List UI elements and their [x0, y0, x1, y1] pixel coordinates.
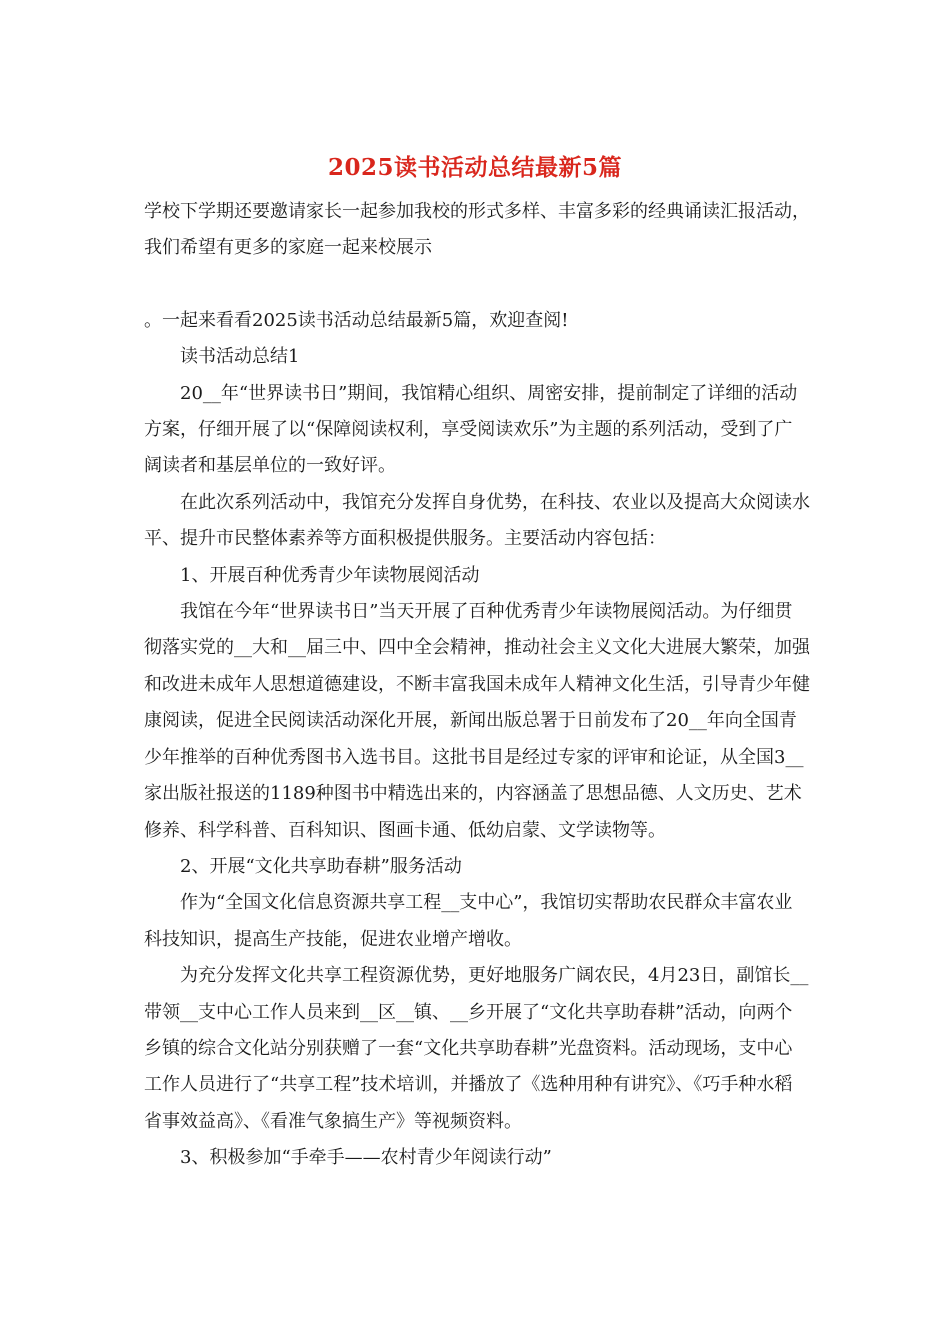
paragraph-spacer: [144, 267, 810, 303]
subsection-heading: 2、开展“文化共享助春耕”服务活动: [180, 855, 462, 877]
document-body: [144, 194, 810, 1177]
subsection-heading: 1、开展百种优秀青少年读物展阅活动: [180, 564, 480, 586]
body-paragraph: 我馆在今年“世界读书日”当天开展了百种优秀青少年读物展阅活动。为仔细贯彻落实党的__大和__届三中、四中全会精神，推动社会主义文化大进展大繁荣，加强和改进未成年人思想道德建设，不断丰富我国未成年人精神文化生活，引导青少年健康阅读，促进全民阅读活动深化开展，新闻出版总署于日前发布了20__年向全国青少年推举的百种优秀图书入选书目。这批书目是经过专家的评审和论证，从全国3__家出版社报送的1189种图书中精选出来的，内容涵盖了思想品德、人文历史、艺术修养、科学科普、百科知识、图画卡通、低幼启蒙、文学读物等。: [144, 601, 810, 841]
intro-paragraph: 学校下学期还要邀请家长一起参加我校的形式多样、丰富多彩的经典诵读汇报活动，我们希望有更多的家庭一起来校展示: [144, 201, 810, 259]
subsection-heading: 3、积极参加“手牵手——农村青少年阅读行动”: [180, 1147, 552, 1169]
intro-continuation: 。一起来看看2025读书活动总结最新5篇，欢迎查阅!: [144, 309, 569, 331]
body-paragraph: 在此次系列活动中，我馆充分发挥自身优势，在科技、农业以及提高大众阅读水平、提升市民整体素养等方面积极提供服务。主要活动内容包括：: [144, 491, 810, 550]
section-title: 读书活动总结1: [180, 346, 300, 368]
document-title: 2025读书活动总结最新5篇: [327, 154, 623, 181]
body-paragraph: 20__年“世界读书日”期间，我馆精心组织、周密安排，提前制定了详细的活动方案，仔细开展了以“保障阅读权利，享受阅读欢乐”为主题的系列活动，受到了广阔读者和基层单位的一致好评。: [144, 382, 798, 477]
body-paragraph: 为充分发挥文化共享工程资源优势，更好地服务广阔农民，4月23日，副馆长__带领__支中心工作人员来到__区__镇、__乡开展了“文化共享助春耕”活动，向两个乡镇的综合文化站分别获赠了一套“文化共享助春耕”光盘资料。活动现场，支中心工作人员进行了“共享工程”技术培训，并播放了《选种用种有讲究》、《巧手种水稻省事效益高》、《看准气象搞生产》等视频资料。: [144, 965, 809, 1132]
body-paragraph: 作为“全国文化信息资源共享工程__支中心”，我馆切实帮助农民群众丰富农业科技知识，提高生产技能，促进农业增产增收。: [144, 892, 793, 950]
